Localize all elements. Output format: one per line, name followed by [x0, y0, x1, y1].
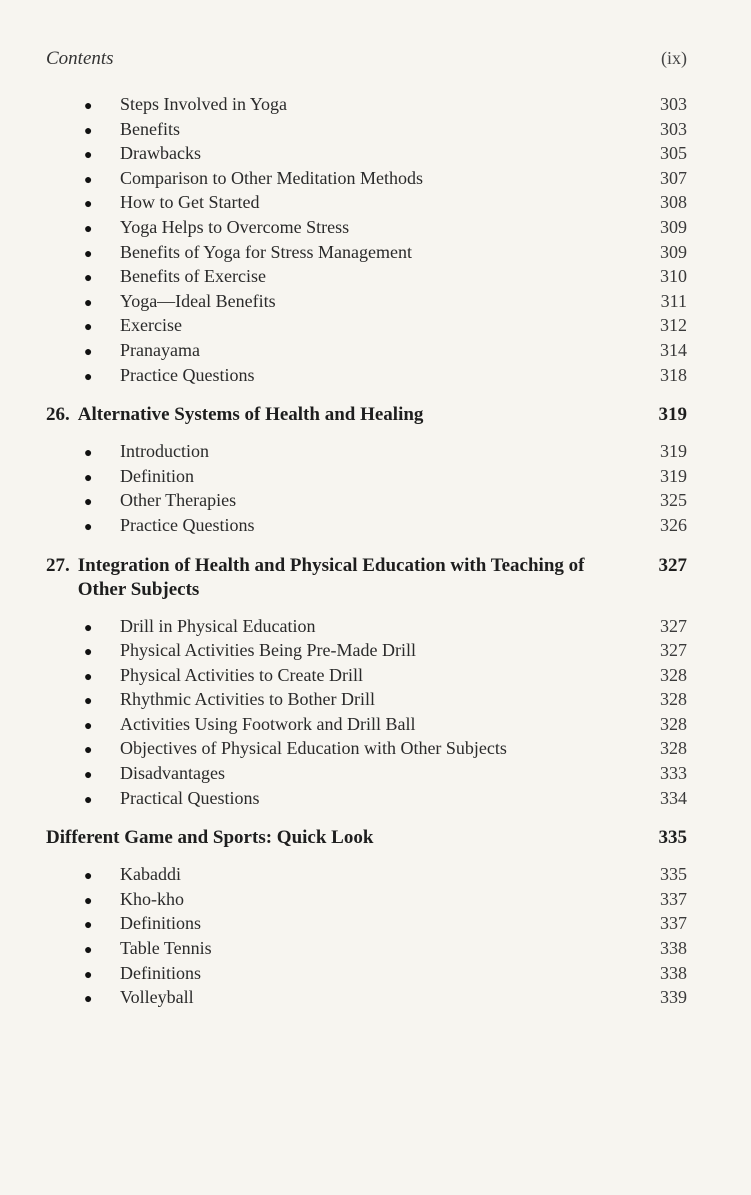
toc-entry-label: Introduction: [120, 441, 209, 462]
toc-entry-page: 338: [660, 938, 687, 959]
toc-entry-page: 335: [660, 864, 687, 885]
toc-entry-page: 319: [660, 441, 687, 462]
toc-section: [0, 94, 751, 389]
toc-entry-label: Practical Questions: [120, 787, 260, 808]
bullet-icon: ●: [84, 197, 93, 213]
toc-entry-label: Objectives of Physical Education with Other Subjects: [120, 738, 507, 759]
toc-entry[interactable]: [84, 94, 687, 119]
toc-entry-page: 339: [660, 987, 687, 1008]
toc-entry-label: Drawbacks: [120, 143, 201, 164]
toc-entry[interactable]: [84, 938, 687, 963]
toc-section: [0, 826, 751, 1012]
toc-entry-page: 328: [660, 664, 687, 685]
bullet-icon: ●: [84, 743, 93, 759]
bullet-icon: ●: [84, 295, 93, 311]
toc-item-list: [0, 864, 751, 1012]
bullet-icon: ●: [84, 718, 93, 734]
header-title: Contents: [46, 48, 114, 69]
bullet-icon: ●: [84, 918, 93, 934]
toc-entry-page: 325: [660, 490, 687, 511]
chapter-number: 27.: [46, 554, 70, 576]
chapter-title-group: [46, 554, 586, 602]
toc-entry[interactable]: [84, 217, 687, 242]
toc-entry-page: 337: [660, 913, 687, 934]
toc-entry-page: 333: [660, 763, 687, 784]
toc-section: [0, 554, 751, 813]
bullet-icon: ●: [84, 123, 93, 139]
bullet-icon: ●: [84, 99, 93, 114]
bullet-icon: ●: [84, 645, 93, 661]
toc-entry-label: Yoga—Ideal Benefits: [120, 290, 276, 311]
toc-entry-label: Activities Using Footwork and Drill Ball: [120, 713, 416, 734]
toc-entry[interactable]: [84, 143, 687, 168]
chapter-title: Integration of Health and Physical Education with Teaching of Other Subjects: [77, 554, 585, 600]
chapter-page-number: 335: [658, 827, 687, 849]
toc-entry-label: Physical Activities Being Pre-Made Drill: [120, 640, 416, 661]
toc-entry-page: 305: [660, 143, 687, 164]
toc-entry[interactable]: [84, 315, 687, 340]
toc-entry-page: 319: [660, 465, 687, 486]
toc-entry[interactable]: [84, 763, 687, 788]
toc-entry-page: 309: [660, 241, 687, 262]
bullet-icon: ●: [84, 620, 93, 636]
toc-entry-page: 311: [660, 290, 687, 311]
bullet-icon: ●: [84, 792, 93, 808]
toc-entry[interactable]: [84, 242, 687, 267]
toc-entry-label: Benefits of Yoga for Stress Management: [120, 241, 412, 262]
toc-entry-label: Comparison to Other Meditation Methods: [120, 167, 423, 188]
toc-entry-label: Volleyball: [120, 987, 194, 1008]
chapter-title-group: [46, 403, 423, 427]
chapter-title-group: [46, 826, 373, 850]
toc-entry[interactable]: [84, 490, 687, 515]
chapter-heading[interactable]: [46, 554, 687, 602]
toc-entry[interactable]: [84, 640, 687, 665]
toc-entry-label: Drill in Physical Education: [120, 615, 316, 636]
toc-entry-label: Yoga Helps to Overcome Stress: [120, 216, 350, 237]
toc-entry[interactable]: [84, 665, 687, 690]
toc-section: [0, 403, 751, 539]
toc-entry-label: Practice Questions: [120, 514, 255, 535]
toc-entry[interactable]: [84, 913, 687, 938]
toc-entry[interactable]: [84, 340, 687, 365]
bullet-icon: ●: [84, 320, 93, 336]
toc-entry[interactable]: [84, 987, 687, 1012]
bullet-icon: ●: [84, 694, 93, 710]
bullet-icon: ●: [84, 172, 93, 188]
toc-entry[interactable]: [84, 788, 687, 813]
toc-entry-page: 307: [660, 167, 687, 188]
toc-entry-label: Pranayama: [120, 339, 200, 360]
toc-entry-page: 310: [660, 266, 687, 287]
toc-entry[interactable]: [84, 963, 687, 988]
bullet-icon: ●: [84, 344, 93, 360]
toc-entry-page: 309: [660, 216, 687, 237]
toc-entry[interactable]: [84, 192, 687, 217]
toc-entry[interactable]: [84, 365, 687, 390]
toc-entry-label: Physical Activities to Create Drill: [120, 664, 363, 685]
toc-entry-label: Steps Involved in Yoga: [120, 94, 288, 114]
toc-entry[interactable]: [84, 714, 687, 739]
bullet-icon: ●: [84, 669, 93, 685]
toc-entry[interactable]: [84, 168, 687, 193]
toc-entry-label: Kabaddi: [120, 864, 181, 885]
toc-entry[interactable]: [84, 466, 687, 491]
bullet-icon: ●: [84, 148, 93, 164]
chapter-page-number: 327: [658, 554, 687, 576]
toc-entry-page: 318: [660, 364, 687, 385]
toc-entry-label: Definitions: [120, 913, 201, 934]
toc-entry-page: 328: [660, 738, 687, 759]
bullet-icon: ●: [84, 992, 93, 1008]
toc-entry-label: Kho-kho: [120, 888, 184, 909]
toc-item-list: [0, 441, 751, 539]
toc-entry[interactable]: [84, 889, 687, 914]
toc-entry[interactable]: [84, 266, 687, 291]
bullet-icon: ●: [84, 495, 93, 511]
toc-entry-label: Benefits of Exercise: [120, 266, 266, 287]
toc-entry[interactable]: [84, 441, 687, 466]
toc-entry-label: Practice Questions: [120, 364, 255, 385]
running-header: [46, 48, 687, 70]
toc-entry-page: 308: [660, 192, 687, 213]
chapter-title: Different Game and Sports: Quick Look: [46, 827, 374, 849]
chapter-heading[interactable]: [46, 826, 687, 850]
toc-entry-page: 328: [660, 713, 687, 734]
toc-entry[interactable]: [84, 291, 687, 316]
chapter-title: Alternative Systems of Health and Healing: [77, 404, 424, 426]
toc-entry[interactable]: [84, 616, 687, 641]
toc-item-list: [0, 616, 751, 813]
toc-entry-label: Definition: [120, 465, 194, 486]
toc-entry-page: 328: [660, 689, 687, 710]
toc-entry-page: 327: [660, 640, 687, 661]
toc-entry-label: Rhythmic Activities to Bother Drill: [120, 689, 375, 710]
bullet-icon: ●: [84, 967, 93, 983]
toc-entry-page: 303: [660, 94, 687, 114]
toc-entry-label: Other Therapies: [120, 490, 237, 511]
toc-entry-label: Disadvantages: [120, 763, 225, 784]
table-of-contents: [0, 94, 751, 1026]
chapter-heading[interactable]: [46, 403, 687, 427]
bullet-icon: ●: [84, 221, 93, 237]
toc-entry-page: 326: [660, 514, 687, 535]
bullet-icon: ●: [84, 869, 93, 885]
bullet-icon: ●: [84, 943, 93, 959]
toc-entry-label: Benefits: [120, 118, 180, 139]
toc-entry-label: Table Tennis: [120, 938, 212, 959]
chapter-page-number: 319: [658, 404, 687, 426]
toc-entry-page: 338: [660, 962, 687, 983]
chapter-number: 26.: [46, 404, 70, 426]
toc-item-list: [0, 94, 751, 389]
bullet-icon: ●: [84, 271, 93, 287]
toc-entry-page: 314: [660, 339, 687, 360]
toc-entry-label: Definitions: [120, 962, 201, 983]
header-page-number: (ix): [661, 48, 687, 68]
toc-entry-label: How to Get Started: [120, 192, 260, 213]
toc-entry[interactable]: [84, 119, 687, 144]
toc-entry-page: 337: [660, 888, 687, 909]
bullet-icon: ●: [84, 470, 93, 486]
toc-entry[interactable]: [84, 515, 687, 540]
toc-entry-label: Exercise: [120, 315, 182, 336]
toc-entry-page: 334: [660, 787, 687, 808]
bullet-icon: ●: [84, 246, 93, 262]
toc-entry[interactable]: [84, 689, 687, 714]
toc-entry[interactable]: [84, 738, 687, 763]
bullet-icon: ●: [84, 893, 93, 909]
bullet-icon: ●: [84, 519, 93, 535]
toc-entry-page: 327: [660, 615, 687, 636]
toc-entry[interactable]: [84, 864, 687, 889]
bullet-icon: ●: [84, 369, 93, 385]
bullet-icon: ●: [84, 768, 93, 784]
bullet-icon: ●: [84, 446, 93, 462]
toc-entry-page: 303: [660, 118, 687, 139]
toc-entry-page: 312: [660, 315, 687, 336]
